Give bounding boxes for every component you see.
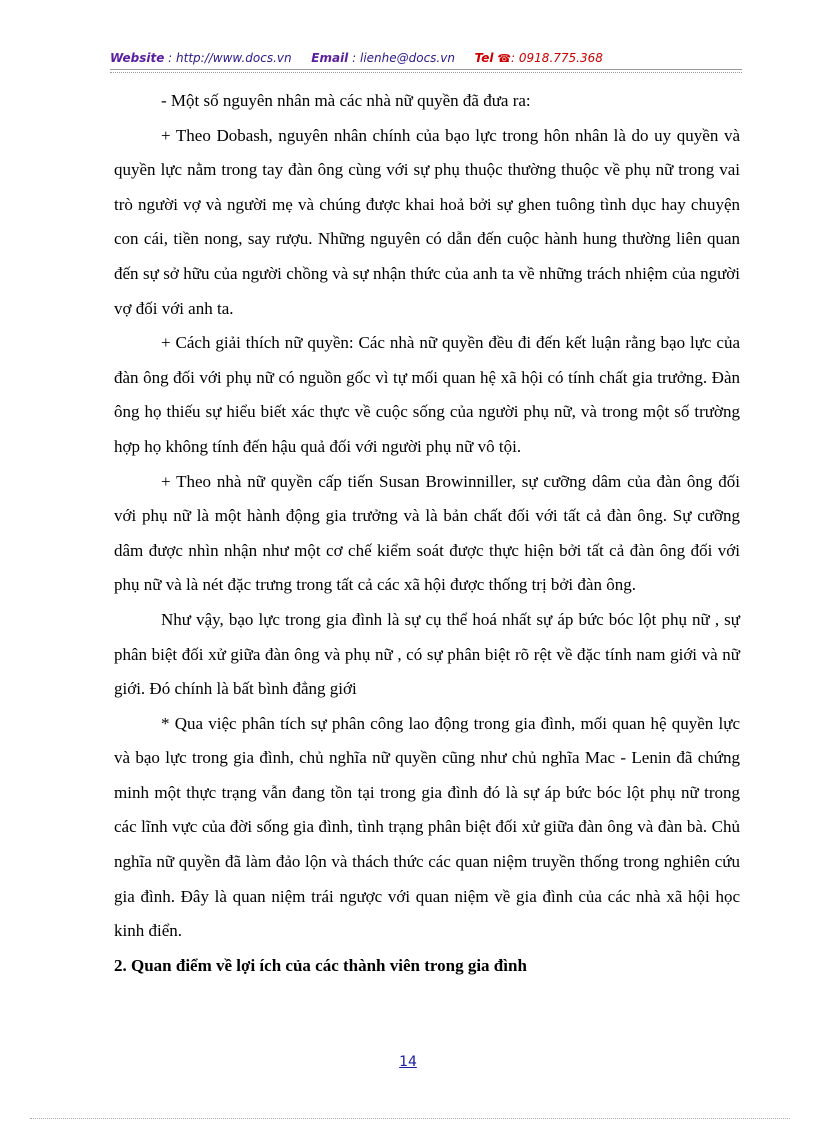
- paragraph: + Theo Dobash, nguyên nhân chính của bạo lực trong hôn nhân là do uy quyền và quyền lực nằm trong tay đàn ông cùng với sự phụ thuộc thường thuộc về phụ nữ trong vai trò người vợ và người mẹ và chúng được khai hoả bởi sự ghen tuông tình dục hay chuyện con cái, tiền nong, say rượu. Những nguyên có dẫn đến cuộc hành hung thường liên quan đến sự sở hữu của người chồng và sự nhận thức của anh ta về những trách nhiệm của người vợ đối với anh ta.: [114, 125, 740, 318]
- document-body: [114, 84, 740, 983]
- paragraph: * Qua việc phân tích sự phân công lao động trong gia đình, mối quan hệ quyền lực và bạo lực trong gia đình, chủ nghĩa nữ quyền cũng như chủ nghĩa Mac - Lenin đã chứng minh một thực trạng vẫn đang tồn tại trong gia đình đó là sự áp bức bóc lột phụ nữ trong các lĩnh vực của đời sống gia đình, tình trạng phân biệt đối xử giữa đàn ông và đàn bà. Chủ nghĩa nữ quyền đã làm đảo lộn và thách thức các quan niệm truyền thống trong nghiên cứu gia đình. Đây là quan niệm trái ngược với quan niệm về gia đình của các nhà xã hội học kinh điển.: [114, 713, 740, 941]
- paragraph: + Cách giải thích nữ quyền: Các nhà nữ quyền đều đi đến kết luận rằng bạo lực của đàn ông đối với phụ nữ có nguồn gốc vì tự mối quan hệ xã hội có tính chất gia trưởng. Đàn ông họ thiếu sự hiểu biết xác thực về cuộc sống của người phụ nữ, và trong một số trường hợp họ không tính đến hậu quả đối với người phụ nữ vô tội.: [114, 333, 740, 456]
- email-link[interactable]: : lienhe@docs.vn: [352, 51, 455, 65]
- paragraph: - Một số nguyên nhân mà các nhà nữ quyền đã đưa ra:: [161, 91, 531, 110]
- page-header: [110, 51, 740, 65]
- header-rule: [110, 69, 742, 70]
- tel-label: Tel: [474, 51, 494, 65]
- website-label: Website: [110, 51, 165, 65]
- paragraph: Như vậy, bạo lực trong gia đình là sự cụ thể hoá nhất sự áp bức bóc lột phụ nữ , sự phân biệt đối xử giữa đàn ông và phụ nữ , có sự phân biệt rõ rệt về đặc tính nam giới và nữ giới. Đó chính là bất bình đẳng giới: [114, 609, 740, 699]
- paragraph: + Theo nhà nữ quyền cấp tiến Susan Browinniller, sự cưỡng dâm của đàn ông đối với phụ nữ là một hành động gia trưởng và là bản chất đối với tất cả đàn ông. Sự cưỡng dâm được nhìn nhận như một cơ chế kiểm soát được thực hiện bởi tất cả đàn ông đối với phụ nữ và là nét đặc trưng trong tất cả các xã hội được thống trị bởi đàn ông.: [114, 471, 740, 595]
- email-label: Email: [311, 51, 349, 65]
- tel-value: : 0918.775.368: [511, 51, 603, 65]
- page-number: 14: [399, 1054, 417, 1070]
- header-rule-dotted: [110, 72, 742, 73]
- phone-icon: ☎: [497, 52, 512, 65]
- footer-rule: [30, 1118, 790, 1119]
- section-heading: 2. Quan điểm về lợi ích của các thành viên trong gia đình: [114, 955, 527, 975]
- website-link[interactable]: : http://www.docs.vn: [168, 51, 292, 65]
